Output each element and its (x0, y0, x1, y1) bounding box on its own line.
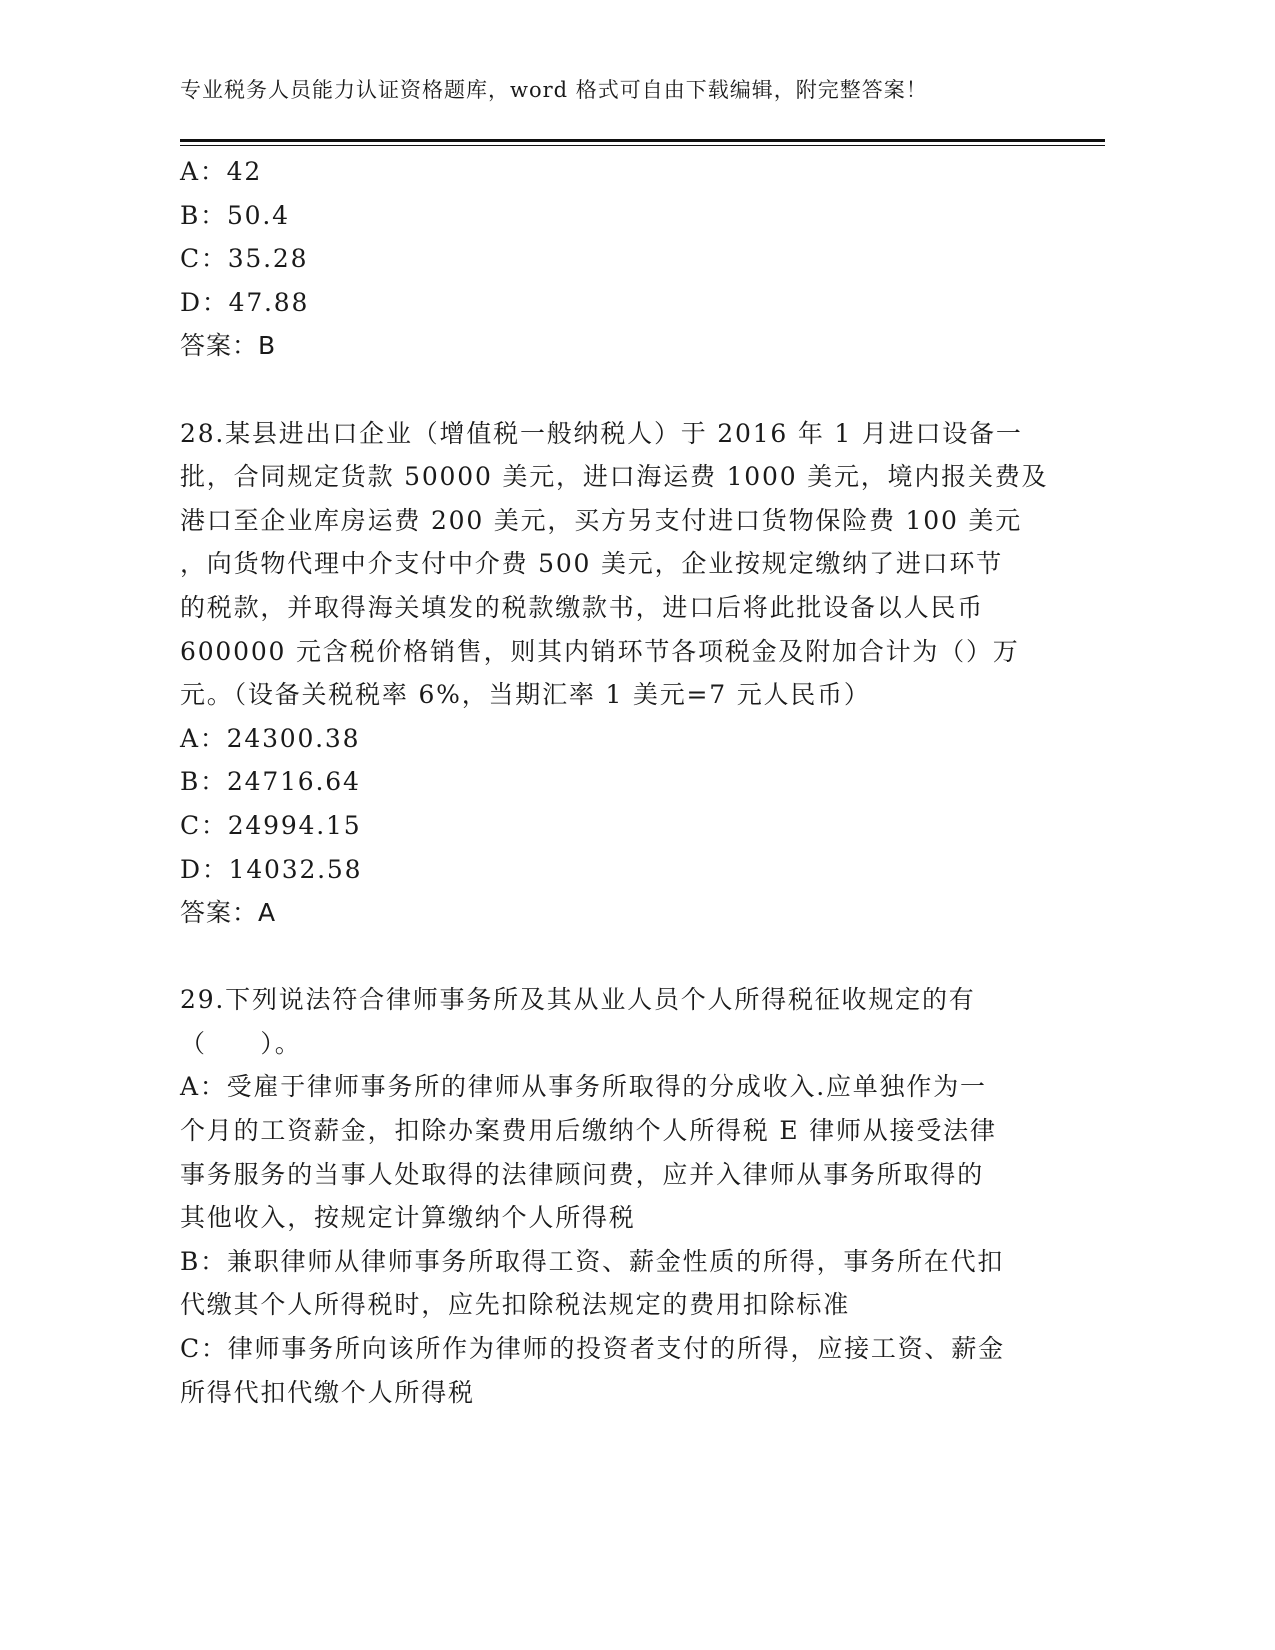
option-d: D：14032.58 (180, 854, 363, 884)
option-line: 所得代扣代缴个人所得税 (180, 1377, 475, 1407)
question-27-options (180, 150, 1040, 368)
header-divider-thin (180, 145, 1105, 146)
answer-28: 答案：A (180, 898, 277, 928)
question-stem-line: （ ）。 (180, 1028, 302, 1058)
question-stem-line: 批，合同规定货款 50000 美元，进口海运费 1000 美元，境内报关费及 (180, 462, 1049, 492)
question-stem-line: 28.某县进出口企业（增值税一般纳税人）于 2016 年 1 月进口设备一 (180, 418, 1023, 448)
question-stem-line: 港口至企业库房运费 200 美元，买方另支付进口货物保险费 100 美元 (180, 505, 1023, 535)
question-28 (180, 412, 1049, 935)
page-header: 专业税务人员能力认证资格题库，word 格式可自由下载编辑，附完整答案！ (180, 78, 928, 102)
spacer (180, 368, 1040, 412)
option-a: A：24300.38 (180, 723, 361, 753)
question-stem-line: 29.下列说法符合律师事务所及其从业人员个人所得税征收规定的有 (180, 985, 976, 1015)
option-line: 个月的工资薪金，扣除办案费用后缴纳个人所得税 E 律师从接受法律 (180, 1116, 997, 1146)
option-c: C：24994.15 (180, 810, 362, 840)
spacer (180, 935, 1040, 979)
option-line: A：受雇于律师事务所的律师从事务所取得的分成收入.应单独作为一 (180, 1072, 987, 1102)
option-b: B：24716.64 (180, 767, 361, 797)
question-29 (180, 978, 1040, 1414)
option-a: A：42 (180, 157, 263, 186)
option-b: B：50.4 (180, 200, 290, 230)
option-line: 代缴其个人所得税时，应先扣除税法规定的费用扣除标准 (180, 1290, 851, 1320)
document-body (180, 150, 1049, 1414)
option-line: C：律师事务所向该所作为律师的投资者支付的所得，应接工资、薪金 (180, 1334, 1005, 1364)
question-stem-line: 的税款，并取得海关填发的税款缴款书，进口后将此批设备以人民币 (180, 592, 985, 622)
header-divider (180, 139, 1105, 142)
question-stem-line: 元。（设备关税税率 6%，当期汇率 1 美元=7 元人民币） (180, 680, 871, 710)
option-line: 事务服务的当事人处取得的法律顾问费，应并入律师从事务所取得的 (180, 1159, 985, 1189)
option-line: B：兼职律师从律师事务所取得工资、薪金性质的所得，事务所在代扣 (180, 1246, 1005, 1276)
question-stem-line: 600000 元含税价格销售，则其内销环节各项税金及附加合计为（）万 (180, 636, 1020, 666)
answer-27: 答案：B (180, 331, 277, 361)
option-c: C：35.28 (180, 244, 309, 274)
option-line: 其他收入，按规定计算缴纳个人所得税 (180, 1203, 636, 1233)
question-stem-line: ，向货物代理中介支付中介费 500 美元，企业按规定缴纳了进口环节 (180, 549, 1004, 579)
option-d: D：47.88 (180, 287, 310, 317)
